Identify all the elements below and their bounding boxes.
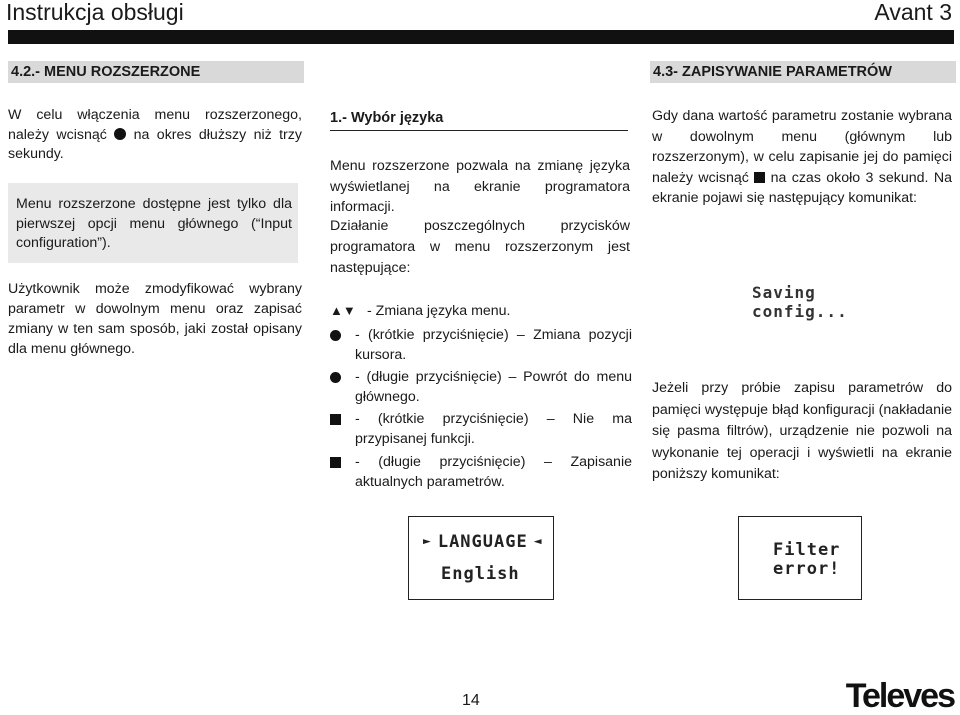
info-box [8,183,298,263]
lcd-language-line-1: LANGUAGE [437,532,528,552]
arrow-right-icon: ► [423,534,432,549]
section-title-extended-menu: 4.2.- MENU ROZSZERZONE [8,61,304,83]
lcd-saving-screen [752,283,872,321]
col1-p1-before: W celu włączenia menu rozszerzonego, należy wcisnąć [8,107,302,143]
square-button-icon [330,414,341,425]
section-title-saving-parameters: 4.3- ZAPISYWANIE PARAMETRÓW [650,61,956,83]
key-row-square-short [330,410,632,449]
col3-paragraph-1 [652,106,952,209]
key-desc: - Zmiana języka menu. [367,303,511,319]
circle-button-icon [330,372,341,383]
lcd-saving-line-2: config... [752,302,848,321]
square-button-icon [330,457,341,468]
col3-paragraph-2: Jeżeli przy próbie zapisu parametrów do pamięci występuje błąd konfiguracji (nakładanie się pasma filtrów), urządzenie nie pozwoli na wykonanie tej operacji i wyświetli na ekranie poniższy komunikat: [652,380,952,482]
key-row-circle-short [330,326,632,365]
col3-p1-after: na czas około 3 sekund. Na ekranie pojawi się następujący komunikat: [652,169,952,206]
key-row-circle-long [330,368,632,407]
document-title: Instrukcja obsługi [6,0,184,25]
key-desc: - (krótkie przyciśnięcie) – Zmiana pozycji kursora. [355,327,632,363]
col1-paragraph-1 [8,106,302,165]
lcd-saving-line-1: Saving [752,283,816,302]
lcd-filter-line-1: Filter [773,540,841,560]
header-bar [8,30,954,44]
page-number: 14 [462,692,480,709]
product-name: Avant 3 [874,0,952,25]
lcd-language-line-2: English [441,564,520,584]
col1-paragraph-2: Użytkownik może zmodyfikować wybrany parametr w dowolnym menu oraz zapisać zmiany w ten sam sposób, jaki został opisany dla menu głównego. [8,281,302,357]
col1-p1-after: na okres dłuższy niż trzy sekundy. [8,126,302,162]
lcd-filter-line-2: error! [773,559,841,579]
language-section-heading: 1.- Wybór języka [330,108,628,131]
square-button-icon [754,172,765,183]
info-box-text: Menu rozszerzone dostępne jest tylko dla pierwszej opcji menu głównego (“Input configuration”). [16,196,292,251]
col3-p1-before: Gdy dana wartość parametru zostanie wybrana w dowolnym menu (głównym lub rozszerzonym), w celu zapisanie jej do pamięci należy wcisnąć [652,108,952,186]
circle-button-icon [330,330,341,341]
key-desc: - (krótkie przyciśnięcie) – Nie ma przypisanej funkcji. [355,411,632,447]
key-desc: - (długie przyciśnięcie) – Powrót do menu głównego. [355,369,632,405]
col2-paragraph-1: Menu rozszerzone pozwala na zmianę języka wyświetlanej na ekranie programatora informacji. [330,158,630,215]
televes-logo: Televes [845,677,954,715]
circle-button-icon [114,128,126,140]
arrow-left-icon: ◄ [533,534,543,549]
key-row-square-long [330,453,632,492]
lcd-language-screen [408,516,554,600]
col2-paragraph-2: Działanie poszczególnych przycisków programatora w menu rozszerzonym jest następujące: [330,218,630,276]
key-row-arrows [330,302,632,322]
key-desc: - (długie przyciśnięcie) – Zapisanie aktualnych parametrów. [355,454,632,490]
lcd-filter-error-screen [738,516,862,600]
up-down-arrows-icon: ▲▼ [330,303,356,318]
